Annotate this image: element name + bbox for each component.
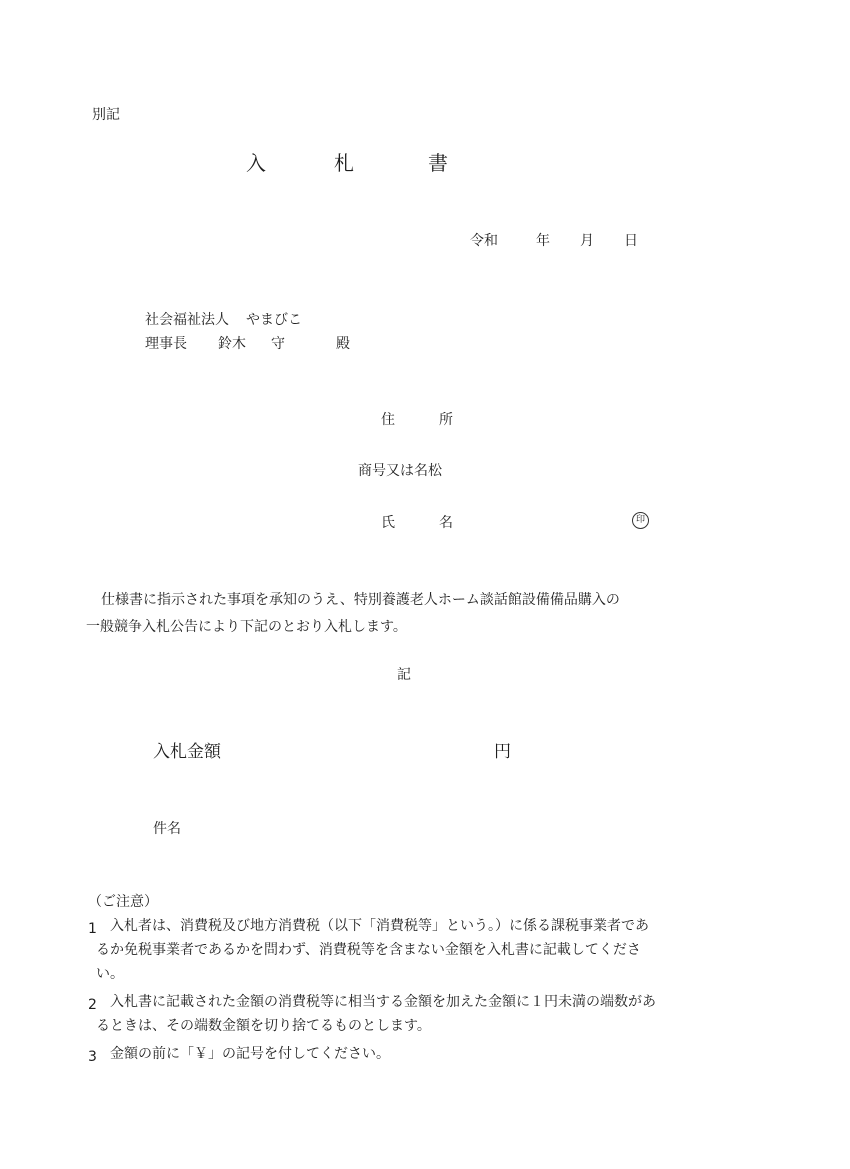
address-label-2: 所 — [439, 412, 453, 428]
date-day: 日 — [624, 233, 638, 249]
name-label-1: 氏 — [381, 515, 395, 531]
company-name-label: 商号又は名松 — [358, 463, 442, 479]
title-char-3: 書 — [428, 151, 448, 175]
addressee-given-name: 守 — [271, 336, 285, 352]
currency-label: 円 — [494, 742, 511, 762]
appendix-label: 別記 — [92, 107, 120, 123]
addressee-name: やまびこ — [246, 312, 302, 328]
addressee-org: 社会福祉法人 — [145, 312, 229, 328]
date-era: 令和 — [470, 233, 498, 249]
note-1-text: 入札者は、消費税及び地方消費税（以下「消費税等」という。）に係る課税事業者であるか免税事業者であるかを問わず、消費税等を含まない金額を入札書に記載してください。 — [96, 918, 649, 982]
note-3-number: 3 — [88, 1049, 97, 1065]
addressee-title: 理事長 — [145, 336, 187, 352]
date-month: 月 — [580, 233, 594, 249]
title-char-2: 札 — [334, 151, 354, 175]
addressee-honorific: 殿 — [336, 336, 350, 352]
note-3-text: 金額の前に「￥」の記号を付してください。 — [110, 1046, 390, 1062]
body-text-line-1: 仕様書に指示された事項を承知のうえ、特別養護老人ホーム談話館設備備品購入の — [101, 592, 620, 608]
name-label-2: 名 — [439, 515, 453, 531]
address-label-1: 住 — [381, 412, 395, 428]
subject-label: 件名 — [153, 821, 181, 837]
seal-mark: 印 — [632, 512, 649, 529]
record-label: 記 — [397, 667, 411, 683]
date-year: 年 — [536, 233, 550, 249]
bid-amount-label: 入札金額 — [153, 742, 221, 762]
note-2-number: 2 — [88, 997, 97, 1013]
addressee-surname: 鈴木 — [218, 336, 246, 352]
title-char-1: 入 — [246, 151, 266, 175]
notes-heading: （ご注意） — [88, 894, 158, 910]
note-1-number: 1 — [88, 921, 97, 937]
body-text-line-2: 一般競争入札公告により下記のとおり入札します。 — [86, 619, 407, 635]
note-2-text: 入札書に記載された金額の消費税等に相当する金額を加えた金額に１円未満の端数があるときは、その端数金額を切り捨てるものとします。 — [96, 994, 656, 1034]
